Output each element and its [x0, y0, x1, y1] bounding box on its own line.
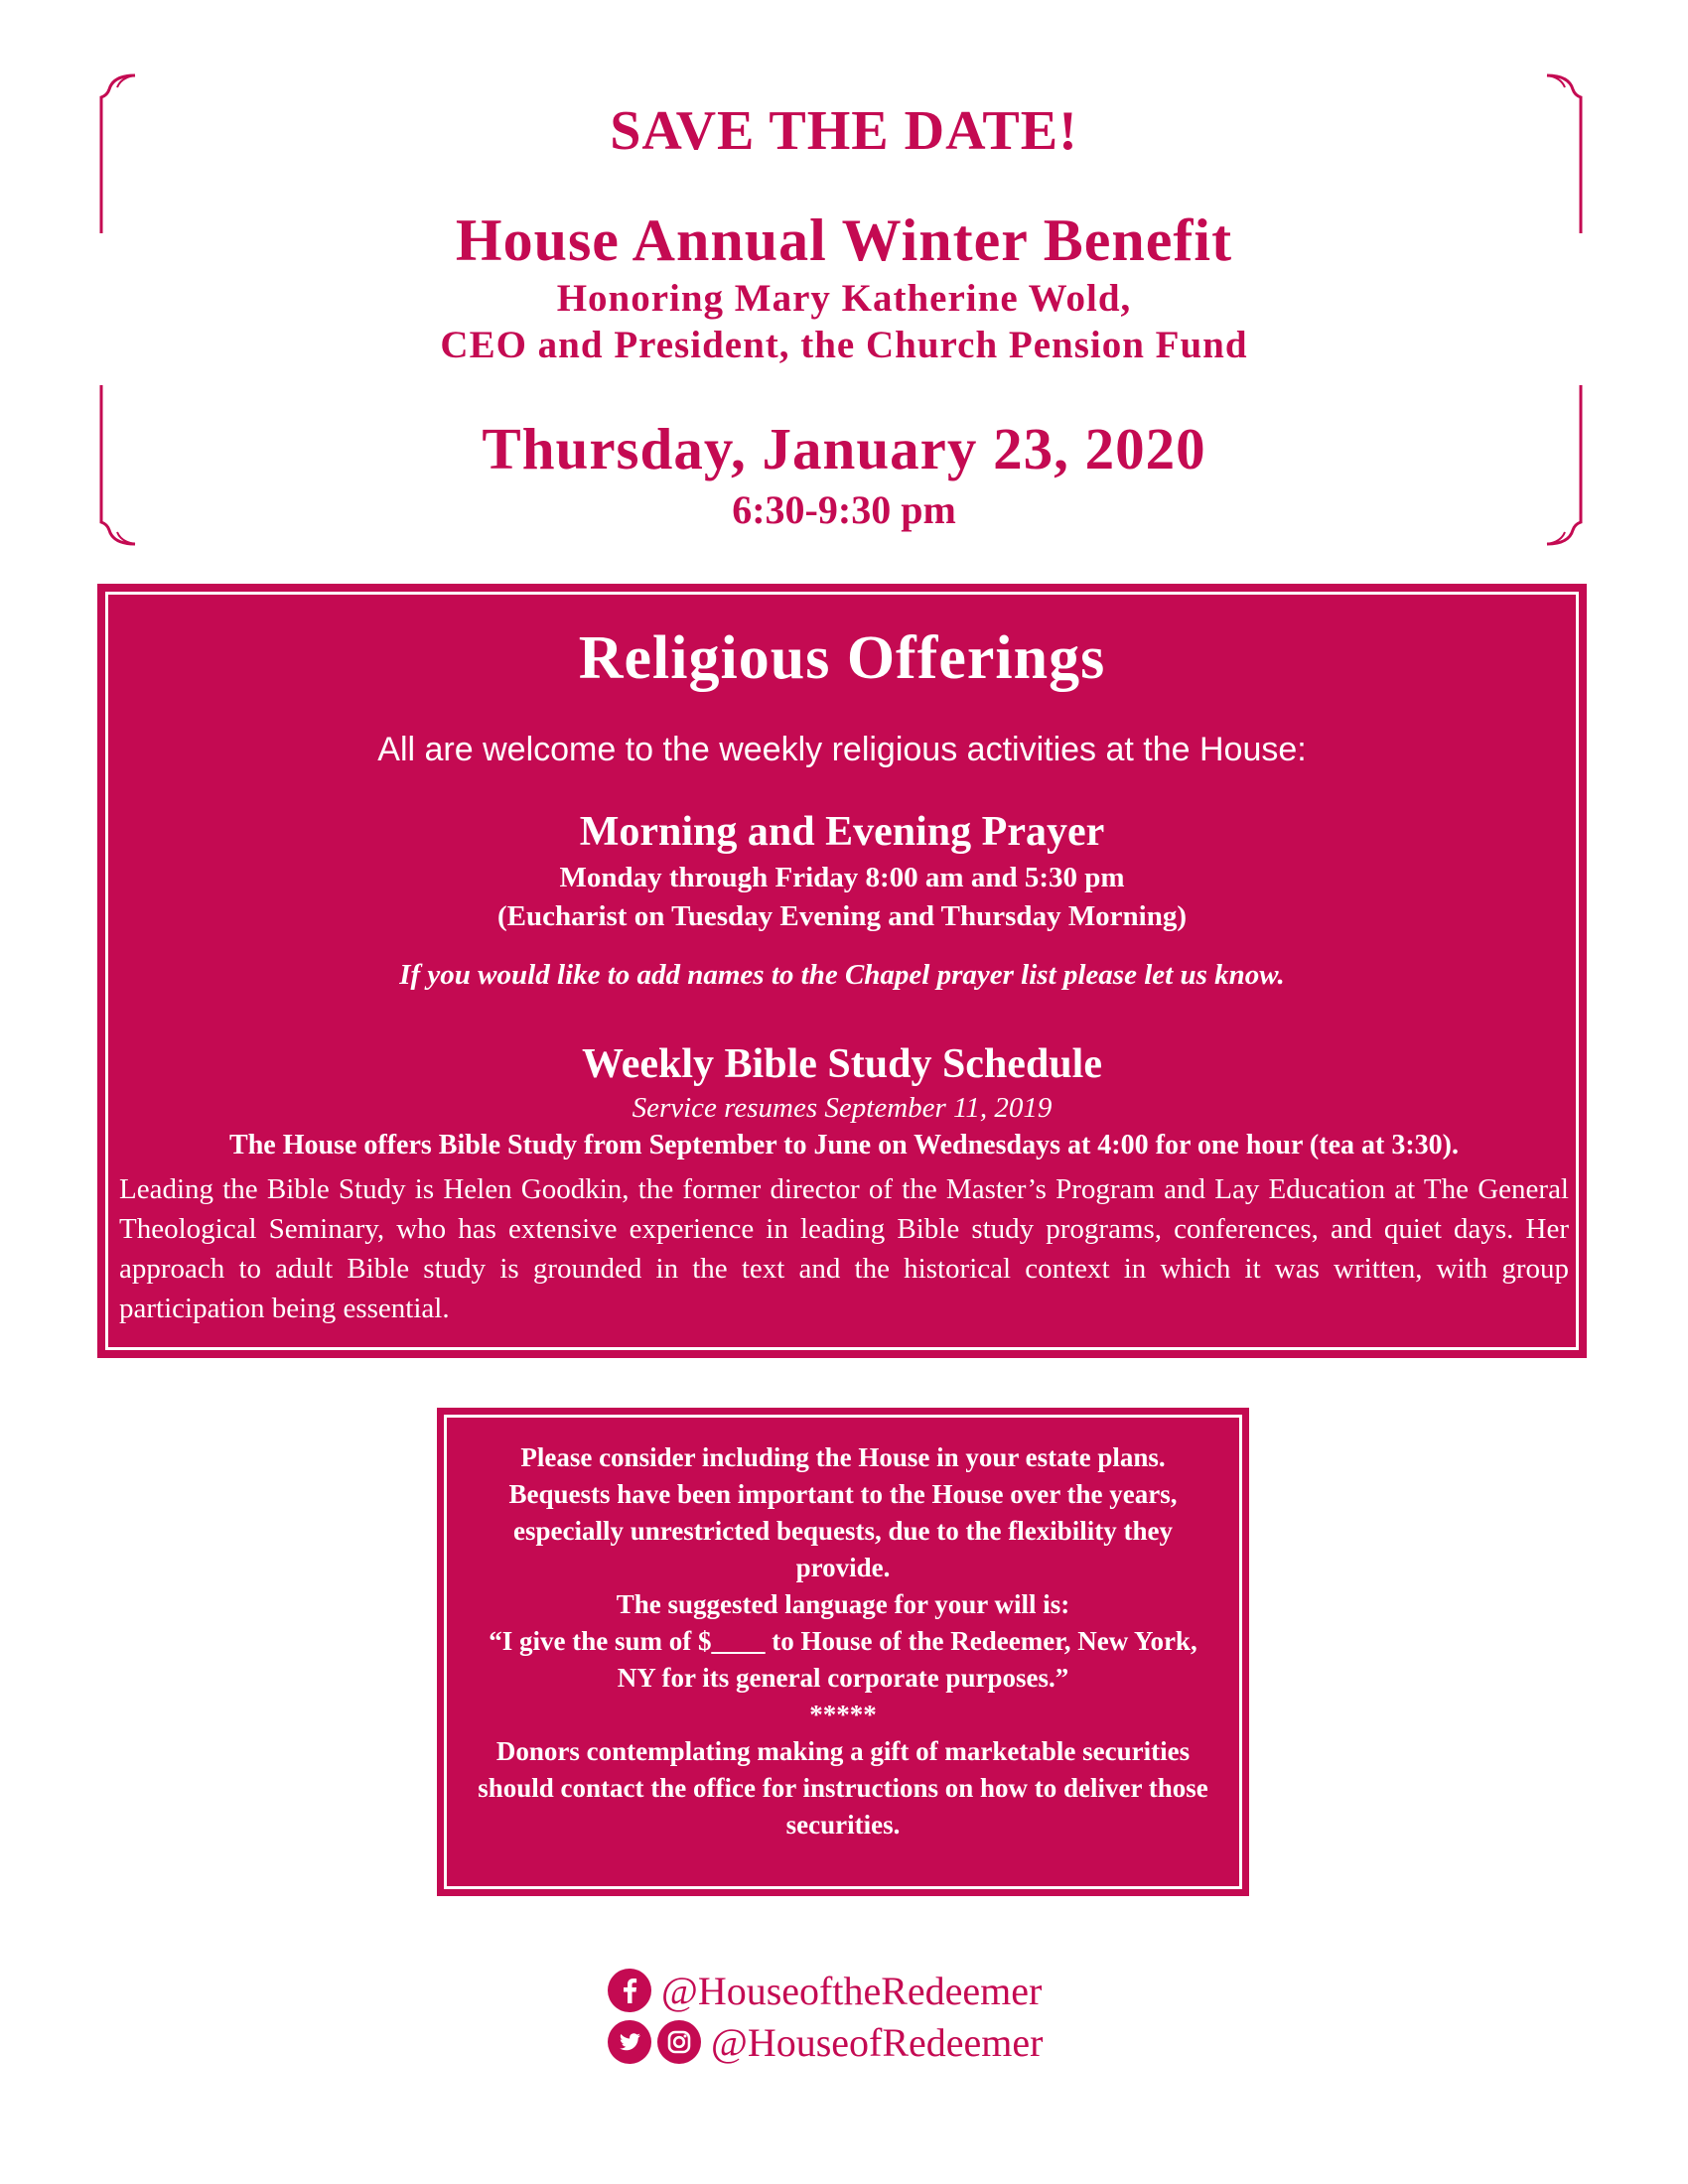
- event-date: Thursday, January 23, 2020: [482, 416, 1206, 481]
- estate-will-text: “I give the sum of $____ to House of the Redeemer, New York, NY for its general corporate purposes.”: [489, 1626, 1197, 1693]
- bible-study-title: Weekly Bible Study Schedule: [582, 1041, 1102, 1087]
- bible-study-description: Leading the Bible Study is Helen Goodkin, the former director of the Master’s Program and Lay Education at The General Theological Seminary, who has extensive experience in leading Bible study programs, conferences, and quiet days. Her approach to adult Bible study is grounded in the text and the historical context in which it was written, with group participation being essential.: [119, 1173, 1569, 1324]
- religious-offerings-box: [97, 584, 1587, 1358]
- prayer-schedule: Monday through Friday 8:00 am and 5:30 pm: [559, 862, 1125, 893]
- religious-offerings-title: Religious Offerings: [578, 624, 1106, 692]
- instagram-icon[interactable]: [657, 2020, 701, 2064]
- event-time: 6:30-9:30 pm: [732, 487, 956, 532]
- facebook-link[interactable]: [608, 1966, 1042, 2015]
- bible-study-resume-date: Service resumes September 11, 2019: [632, 1092, 1053, 1124]
- twitter-instagram-handle[interactable]: @HouseofRedeemer: [711, 2019, 1044, 2065]
- event-title: House Annual Winter Benefit: [455, 207, 1233, 273]
- honoree-text: [0, 276, 1688, 369]
- prayer-list-note: If you would like to add names to the Chapel prayer list please let us know.: [399, 959, 1285, 991]
- estate-suggested-language: The suggested language for your will is:: [616, 1589, 1070, 1619]
- facebook-icon[interactable]: [608, 1969, 651, 2012]
- estate-separator: *****: [809, 1700, 877, 1729]
- estate-intro: Please consider including the House in your estate plans. Bequests have been important to the House over the years, especially unrestricted bequests, due to the flexibility they provide.: [508, 1442, 1178, 1582]
- prayer-eucharist-note: (Eucharist on Tuesday Evening and Thursday Morning): [496, 900, 1188, 932]
- facebook-handle[interactable]: @HouseoftheRedeemer: [661, 1968, 1043, 2013]
- honoree-line-2: CEO and President, the Church Pension Fund: [440, 323, 1248, 366]
- honoree-line-1: Honoring Mary Katherine Wold,: [556, 277, 1132, 320]
- bible-study-schedule: The House offers Bible Study from September to June on Wednesdays at 4:00 for one hour (tea at 3:30).: [229, 1130, 1459, 1160]
- estate-securities-note: Donors contemplating making a gift of marketable securities should contact the office for instructions on how to deliver those securities.: [478, 1736, 1208, 1840]
- twitter-icon[interactable]: [608, 2020, 651, 2064]
- estate-plans-box: [437, 1408, 1249, 1896]
- twitter-instagram-link[interactable]: [608, 2017, 1044, 2067]
- prayer-title: Morning and Evening Prayer: [579, 809, 1105, 855]
- save-the-date-heading: SAVE THE DATE!: [610, 100, 1078, 162]
- welcome-text: All are welcome to the weekly religious activities at the House:: [377, 731, 1307, 768]
